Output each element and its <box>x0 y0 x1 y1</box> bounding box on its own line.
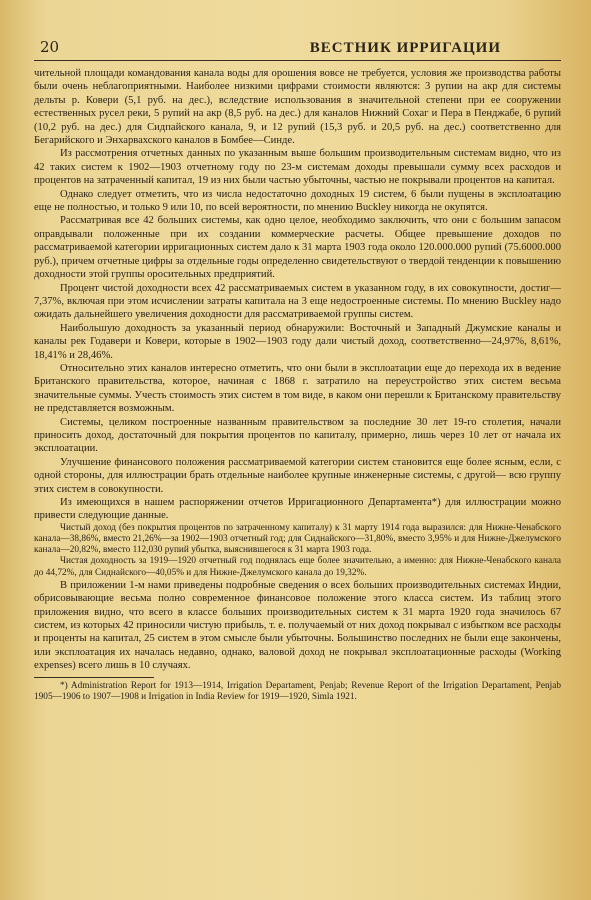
paragraph: Из рассмотрения отчетных данных по указанным выше большим производительным системам видно, что из 42 таких систем к 1902—1903 отчетному году по 23-м системам доходы превышали сумму всех расходов и процентов на затраченный капитал, 19 из них были частью убыточны, частью не покрывали процентов на капитал. <box>34 148 561 187</box>
paragraph: Наибольшую доходность за указанный период обнаружили: Восточный и Западный Джумские каналы и каналы рек Годавери и Ковери, которые в 1902—1903 году дали чистый доход, соответственно—24,97%, 8,61%, 18,41% и 28,46%. <box>34 322 561 361</box>
footnote-text: *) Administration Report for 1913—1914, Irrigation Departament, Penjab; Revenue Report of the Irrigation Departament, Penjab 1905—1906 to 1907—1908 и Irrigation in India Review for 1919—1920, Simla 1921. <box>34 680 561 702</box>
closing-text <box>34 579 561 673</box>
paragraph: чительной площади командования канала воды для орошения вовсе не требуется, условия же производства работы были очень неблагоприятными. Наиболее низкими цифрами стоимости являются: 3 рупии на акр для системы дельты р. Ковери (5,1 руб. на дес.), вследствие использования в значительной степени при ее сооружении естественных русел реки, 5 рупий на акр (8,5 руб. на дес.) для каналов Нижний Сохаг и Пера в Пенджабе, 6 рупий (10,2 руб. на дес.) для Сидпайского канала, 9, и 12 рупий (15,3 руб. и 20,5 руб. на дес.) соответственно для Бегарийского и Энхарвахского каналов в Бомбее—Синде. <box>34 68 561 147</box>
paragraph: Системы, целиком построенные названным правительством за последние 30 лет 19-го столетия, начали приносить доход, достаточный для покрытия процентов по капиталу, примерно, лишь через 10 лет от начала их эксплоатации. <box>34 416 561 455</box>
paragraph: Рассматривая все 42 больших системы, как одно целое, необходимо заключить, что они с большим запасом оправдывали положенные при их создании коммерческие расчеты. Общее превышение доходов по рассматриваемой категории ирригационных систем дало к 31 марта 1903 года около 120.000.000 рупий (75.6000.000 руб.), причем отчетные цифры за отдельные годы определенно свидетельствуют о твердой тенденции к повышению доходности этой группы оросительных предприятий. <box>34 215 561 281</box>
small-paragraph: Чистый доход (без покрытия процентов по затраченному капиталу) к 31 марту 1914 года выразился: для Нижне-Ченабского канала—38,86%, вместо 21,26%—за 1902—1903 отчетный год; для Сиднайского—31,80%, вместо 3,95% и для Нижне-Джелумского канала—20,82%, вместо 112,030 рупий убытка, выяснившегося к 31 марта 1903 года. <box>34 522 561 556</box>
page-header <box>40 38 561 57</box>
footnote <box>34 681 561 703</box>
header-rule <box>34 60 561 61</box>
small-print-data <box>34 523 561 579</box>
small-paragraph: Чистая доходность за 1919—1920 отчетный год поднялась еще более значительно, а именно: для Нижне-Ченабского канала до 44,72%, для Сиднайского—40,05% и для Нижне-Джелумского канала до 19,32%. <box>34 556 561 578</box>
paragraph: Из имеющихся в нашем распоряжении отчетов Ирригационного Департамента*) для иллюстрации можно привести следующие данные. <box>34 497 561 522</box>
main-text <box>34 67 561 523</box>
paragraph: В приложении 1-м нами приведены подробные сведения о всех больших производительных системах Индии, обрисовывающие весьма полно современное финансовое положение этого класса систем. Из таблиц этого приложения видно, что всего в классе больших производительных систем к 31 марта 1920 года значилось 67 систем, из которых 42 приносили чистую прибыль, т. е. получаемый от них доход покрывал с избытком все расходы и проценты на капитал, 25 систем в этом смысле были убыточны. Большинство последних не были еще закончены, или эксплоатация их началась недавно, однако, валовой доход не покрывал эксплоатационные расходы (Working expenses) всего лишь в 10 случаях. <box>34 579 561 672</box>
paragraph: Однако следует отметить, что из числа недостаточно доходных 19 систем, 6 были пущены в эксплоатацию еще не полностью, и только 9 или 10, по всей вероятности, по мнению Buckley никогда не окупятся. <box>34 188 561 214</box>
footnote-rule <box>34 677 154 678</box>
journal-title: ВЕСТНИК ИРРИГАЦИИ <box>309 40 501 56</box>
page-number: 20 <box>40 38 60 56</box>
paragraph: Относительно этих каналов интересно отметить, что они были в эксплоатации еще до перехода их в ведение Британского правительства, которое, начиная с 1868 г. затратило на переустройство этих систем весьма значительные суммы. Учесть стоимость этих систем в том виде, в каком они перешли к Британскому правительству не представляется возможным. <box>34 362 561 415</box>
paragraph: Процент чистой доходности всех 42 рассматриваемых систем в указанном году, в их совокупности, достиг—7,37%, включая при этом исчислении затраты капитала на 3 еще недостроенные системы. По мнению Buckley надо ожидать дальнейшего увеличения доходности для рассматриваемой группы систем. <box>34 282 561 321</box>
paragraph: Улучшение финансового положения рассматриваемой категории систем становится еще более ясным, если, с одной стороны, для иллюстрации брать отдельные наиболее крупные инженерные системы, с другой— всю группу этих систем в совокупности. <box>34 456 561 495</box>
